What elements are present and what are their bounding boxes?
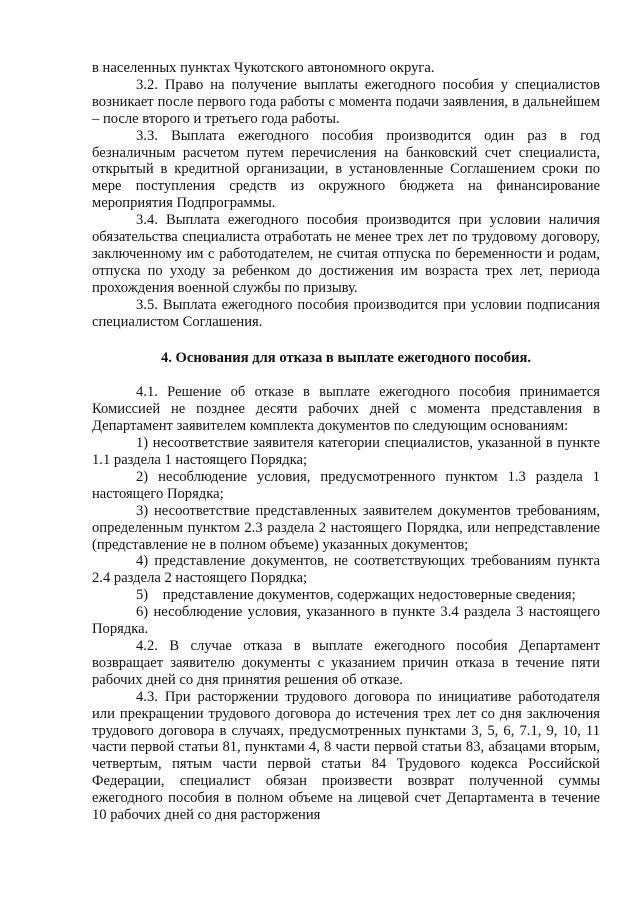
ground-number: 3) [136,502,149,519]
ground-text: несоблюдение условия, предусмотренного пунктом 1.3 раздела 1 настоящего Порядка; [92,468,600,502]
ground-item [92,553,600,587]
ground-number: 4) [136,553,149,570]
clause-text: Решение об отказе в выплате ежегодного пособия принимается Комиссией не позднее десяти рабочих дней с момента представления в Департамент заявителем комплекта документов по следующим основаниям: [92,384,600,435]
clause-4-1 [92,384,600,435]
clause-text: В случае отказа в выплате ежегодного пособия Департамент возвращает заявителю документы с указанием причин отказа в течение пяти рабочих дней со дня принятия решения об отказе. [92,638,600,688]
document-page [92,60,600,824]
ground-text: несоответствие заявителя категории специалистов, указанной в пункте 1.1 раздела 1 настоящего Порядка; [92,435,600,469]
ground-text: представление документов, содержащих недостоверные сведения; [162,587,576,604]
clause-text: При расторжении трудового договора по инициативе работодателя или прекращении трудового договора до истечения трех лет со дня заключения трудового договора в случаях, предусмотренных пунктами 3, 5, 6, 7.1, 9, 10, 11 части первой статьи 81, пунктами 4, 8 части первой статьи 83, абзацами вторым, четвертым, пятым части первой статьи 84 Трудового кодекса Российской Федерации, специалист обязан произвести возврат полученной суммы ежегодного пособия в полном объеме на лицевой счет Департамента в течение 10 рабочих дней со дня расторжения [92,688,600,824]
clause-text: Выплата ежегодного пособия производится при условии подписания специалистом Соглашения. [92,296,600,330]
ground-number: 1) [136,435,149,452]
clause-number: 3.2. [136,76,158,93]
clause-text: Выплата ежегодного пособия производится один раз в год безналичным расчетом путем перечисления на банковский счет специалиста, открытый в кредитной организации, в установленные Соглашением сроки по мере поступления средств из окружного бюджета на финансирование мероприятия Подпрограммы. [92,127,600,212]
clause-3-3 [92,128,600,213]
clause-4-2 [92,638,600,689]
ground-number: 5) [136,587,149,604]
clause-4-3 [92,689,600,824]
clause-number: 4.1. [136,384,158,401]
clause-number: 3.5. [136,296,158,313]
section-4-heading: 4. Основания для отказа в выплате ежегодного пособия. [160,349,532,366]
ground-text: несоблюдение условия, указанного в пункте 3.4 раздела 3 настоящего Порядка. [92,604,601,638]
clause-number: 3.4. [136,212,158,229]
clause-text: Выплата ежегодного пособия производится при условии наличия обязательства специалиста отработать не менее трех лет по трудовому договору, заключенному им с работодателем, не считая отпуска по беременности и родам, отпуска по уходу за ребенком до достижения им возраста трех лет, периода прохождения военной службы по призыву. [92,212,601,296]
clause-3-4 [92,212,600,297]
clause-3-2 [92,77,600,128]
clause-number: 4.3. [136,688,158,705]
ground-text: несоответствие представленных заявителем документов требованиям, определенным пунктом 2.3 раздела 2 настоящего Порядка, или непредставление (представление не в полном объеме) указанных документов; [92,502,600,553]
clause-number: 4.2. [136,638,158,654]
ground-number: 6) [136,604,149,621]
ground-item [92,503,600,554]
clause-text: Право на получение выплаты ежегодного пособия у специалистов возникает после первого года работы с момента подачи заявления, в дальнейшем – после второго и третьего года работы. [92,76,600,127]
clause-3-5 [92,297,600,331]
ground-item [92,469,600,503]
ground-item [92,604,600,638]
clause-number: 3.3. [136,127,158,144]
ground-number: 2) [136,468,149,485]
intro-line: в населенных пунктах Чукотского автономного округа. [92,60,435,76]
ground-text: представление документов, не соответствующих требованиям пункта 2.4 раздела 2 настоящего Порядка; [92,553,600,587]
ground-item [92,435,600,469]
ground-item [92,587,600,604]
